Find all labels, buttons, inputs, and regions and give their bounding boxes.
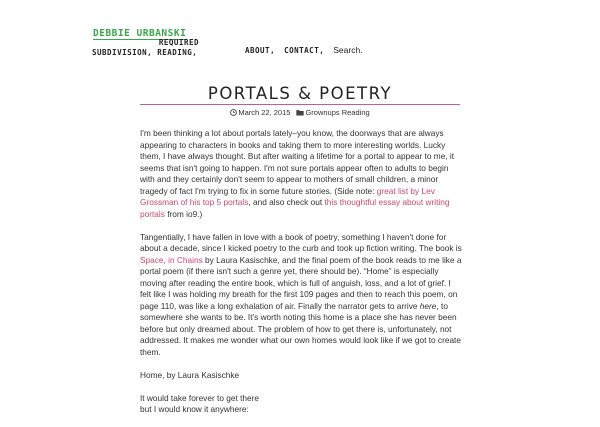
post-content xyxy=(140,128,463,427)
paragraph-text: from io9.) xyxy=(164,208,203,219)
nav-required-line2[interactable]: SUBDIVISION, READING, xyxy=(92,47,198,57)
paragraph-poetry xyxy=(140,232,463,359)
nav-search[interactable]: Search. xyxy=(333,45,363,55)
nav-contact[interactable]: CONTACT, xyxy=(284,46,325,55)
primary-nav xyxy=(245,45,367,55)
emphasis-here: here xyxy=(419,300,437,311)
writing-portals-essay-link[interactable]: this thoughtful essay about writing portals xyxy=(140,197,450,219)
paragraph-text: Tangentially, I have fallen in love with a book of poetry, something I haven't done for about a decade, since I kicked poetry to the curb and took up fiction writing. The book is xyxy=(140,231,462,253)
title-divider xyxy=(140,104,460,105)
post-date-link[interactable]: March 22, 2015 xyxy=(238,108,291,117)
poem-stanza xyxy=(140,393,463,416)
lev-grossman-portals-link[interactable]: great list by Lev Grossman of his top 5 portals xyxy=(140,185,435,207)
clock-icon xyxy=(230,109,237,116)
paragraph-text: by Laura Kasischke, and the final poem of the book reads to me like a portal poem (if there isn't such a genre yet, there should be). “Home” is especially moving after reading the entire book, which is full of anguish, loss, and a lot of grief. I felt like I was holding my breath for the first 109 pages and then to reach this poem, on page 110, was like a long exhalation of air. Finally the narrator gets to arrive xyxy=(140,254,462,311)
nav-about[interactable]: ABOUT, xyxy=(245,46,276,55)
post-category-link[interactable]: Grownups Reading xyxy=(305,108,370,117)
space-in-chains-link[interactable]: Space, in Chains xyxy=(140,254,203,265)
poem-heading: Home, by Laura Kasischke xyxy=(140,369,240,380)
poem-line-1: It would take forever to get there xyxy=(140,392,259,403)
folder-icon xyxy=(296,109,304,116)
nav-required-subdivision[interactable] xyxy=(93,38,199,57)
entry-meta xyxy=(140,108,460,117)
paragraph-text: I'm been thinking a lot about portals lately–you know, the doorways that are always appearing to characters in books and taking them to more interesting worlds. Lucky them, I have always thought. But after waiting a lifetime for a portal to appear to me, it seems that isn't going to happen. I'm not sure portals appear often to adults to begin with and they certainly don't seem to appear to mothers of small children, a minor tragedy of fact I'm trying to fix in some future stories. (Side note: xyxy=(140,128,455,196)
paragraph-text: , and also check out xyxy=(248,197,325,207)
paragraph-text: , to somewhere she wants to be. It's worth noting this home is a place she has never been before but only dreamed about. The problem of how to get there is, unfortunately, not addressed. It makes me wonder what our own homes would look like if we got to create them. xyxy=(140,300,461,357)
paragraph-portals xyxy=(140,128,463,220)
nav-required-line1[interactable]: REQUIRED xyxy=(158,38,199,47)
page-title: PORTALS & POETRY xyxy=(207,84,393,103)
poem-line-2: but I would know it anywhere: xyxy=(140,404,249,414)
site-title[interactable]: DEBBIE URBANSKI xyxy=(93,28,187,39)
